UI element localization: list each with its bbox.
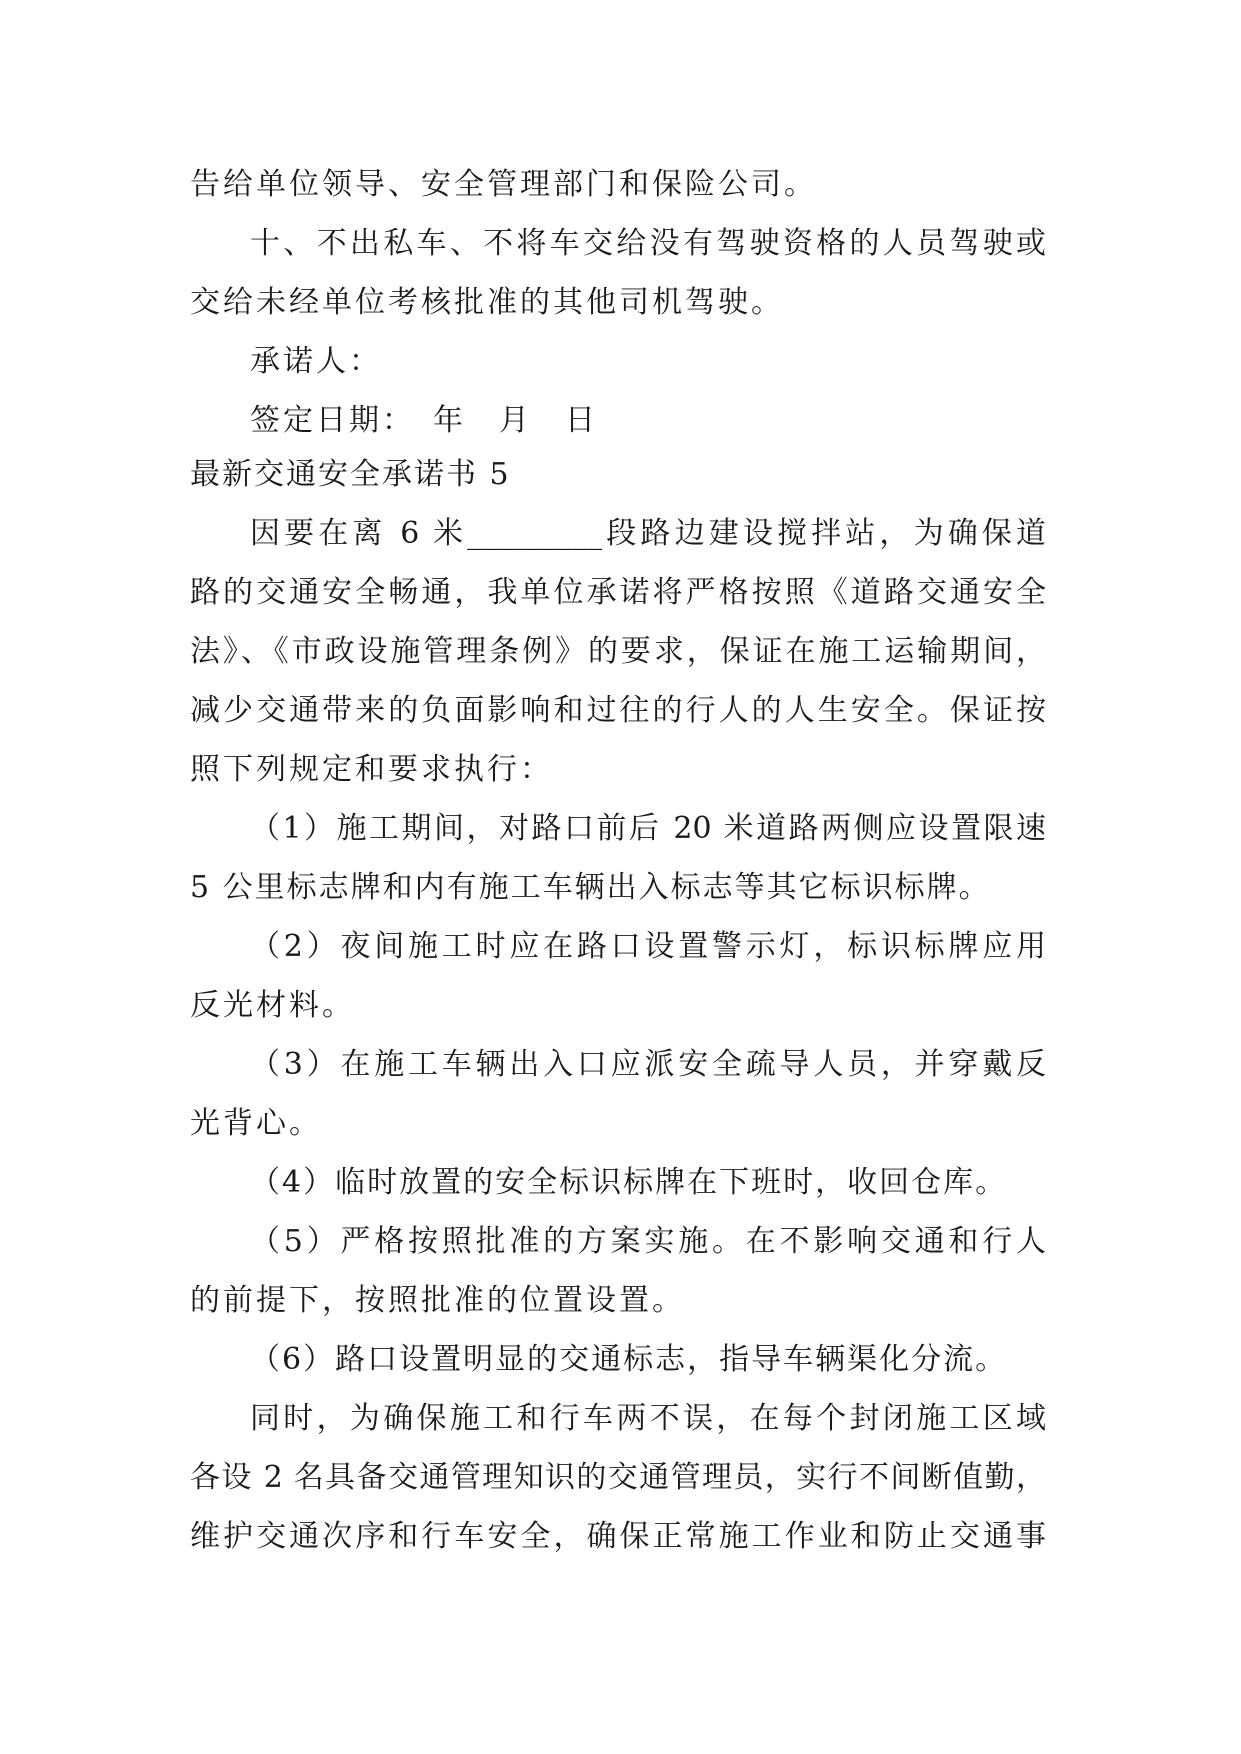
list-item: （6）路口设置明显的交通标志，指导车辆渠化分流。 (250, 1342, 1008, 1377)
list-item: （5）严格按照批准的方案实施。在不影响交通和行人 (250, 1224, 1046, 1259)
text-line: 维护交通次序和行车安全，确保正常施工作业和防止交通事 (190, 1519, 1046, 1554)
text-line: 各设 2 名具备交通管理知识的交通管理员，实行不间断值勤， (190, 1460, 1046, 1495)
text-line: 同时，为确保施工和行车两不误，在每个封闭施工区域 (250, 1401, 1046, 1436)
list-item: （3）在施工车辆出入口应派安全疏导人员，并穿戴反 (250, 1047, 1046, 1082)
list-item: （1）施工期间，对路口前后 20 米道路两侧应设置限速 (250, 811, 1046, 846)
signer-label: 承诺人： (250, 344, 382, 379)
text-line: 路的交通安全畅通，我单位承诺将严格按照《道路交通安全 (190, 575, 1046, 610)
section-title: 最新交通安全承诺书 5 (190, 457, 511, 492)
text-line: 告给单位领导、安全管理部门和保险公司。 (190, 167, 817, 202)
text-line: 减少交通带来的负面影响和过往的行人的人生安全。保证按 (190, 693, 1046, 728)
signing-date-label: 签定日期： 年 月 日 (250, 403, 598, 438)
list-item: （4）临时放置的安全标识标牌在下班时，收回仓库。 (250, 1165, 1008, 1200)
text-line: 法》、《市政设施管理条例》的要求，保证在施工运输期间， (190, 634, 1046, 669)
list-item: （2）夜间施工时应在路口设置警示灯，标识标牌应用 (250, 929, 1046, 964)
text-line: 光背心。 (190, 1106, 322, 1141)
text-line: 因要在离 6 米_________段路边建设搅拌站，为确保道 (250, 516, 1046, 551)
text-line: 的前提下，按照批准的位置设置。 (190, 1283, 685, 1318)
text-line: 十、不出私车、不将车交给没有驾驶资格的人员驾驶或 (250, 226, 1046, 261)
text-line: 5 公里标志牌和内有施工车辆出入标志等其它标识标牌。 (190, 870, 991, 905)
text-line: 照下列规定和要求执行： (190, 752, 553, 787)
text-line: 交给未经单位考核批准的其他司机驾驶。 (190, 285, 784, 320)
text-line: 反光材料。 (190, 988, 355, 1023)
